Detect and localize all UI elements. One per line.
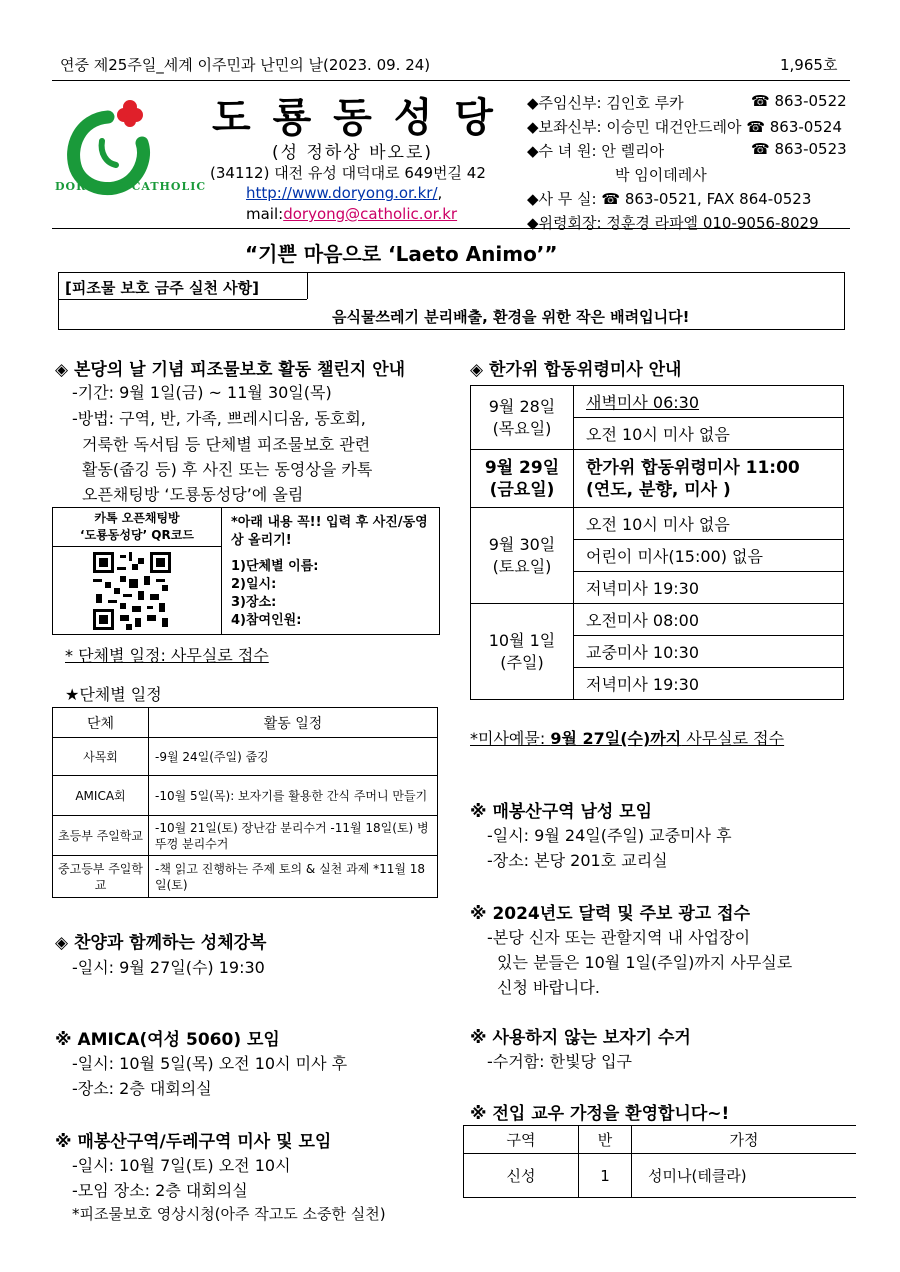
men-meeting-line-2: -장소: 본당 201호 교리실 (487, 851, 668, 870)
challenge-title: ◈ 본당의 날 기념 피조물보호 활동 챌린지 안내 (55, 360, 406, 380)
maebong-line-2: -모임 장소: 2층 대회의실 (72, 1181, 248, 1200)
adoration-line: -일시: 9월 27일(수) 19:30 (72, 958, 265, 977)
mail-link[interactable]: doryong@catholic.or.kr (283, 205, 458, 223)
men-meeting-title: ※ 매봉산구역 남성 모임 (470, 802, 653, 822)
mail-prefix: mail: (246, 205, 284, 223)
table-row: 오전 10시 미사 없음 (471, 418, 844, 450)
challenge-method-2: 거룩한 독서팀 등 단체별 피조물보호 관련 (82, 435, 371, 454)
issue-number: 1,965호 (780, 56, 838, 74)
table-row: 초등부 주일학교 -10월 21일(토) 장난감 분리수거 -11월 18일(토) 병뚜껑 분리수거 (53, 816, 438, 856)
welcome-table (463, 1125, 856, 1198)
amica-title: ※ AMICA(여성 5060) 모임 (55, 1030, 280, 1050)
logo-caption: DORYONG CATHOLIC (55, 180, 207, 193)
challenge-period: -기간: 9월 1일(금) ~ 11월 30일(목) (72, 383, 332, 402)
maebong-title: ※ 매봉산구역/두레구역 미사 및 모임 (55, 1132, 332, 1152)
col-header-activity: 활동 일정 (149, 708, 438, 738)
mass-title: ◈ 한가위 합동위령미사 안내 (470, 360, 682, 380)
calendar-line-3: 신청 바랍니다. (497, 978, 600, 997)
mass-offering-note: *미사예물: 9월 27일(수)까지 사무실로 접수 (470, 729, 785, 748)
motto: “기쁜 마음으로 ‘Laeto Animo’” (245, 242, 558, 266)
table-row: 중고등부 주일학교 -책 읽고 진행하는 주제 토의 & 실천 과제 *11월 18일(토) (53, 856, 438, 898)
table-row: 어린이 미사(15:00) 없음 (471, 540, 844, 572)
contact-row: ◆사 무 실: ☎ 863-0521, FAX 864-0523 (527, 190, 812, 208)
col-header-group: 단체 (53, 708, 149, 738)
qr-code-image[interactable] (93, 552, 171, 634)
group-schedule-table (52, 707, 438, 898)
table-row: 9월 29일 (금요일) 한가위 합동위령미사 11:00 (연도, 분향, 미사 ) (471, 450, 844, 508)
contacts-list (527, 92, 847, 236)
men-meeting-line-1: -일시: 9월 24일(주일) 교중미사 후 (487, 826, 732, 845)
table-row: 교중미사 10:30 (471, 636, 844, 668)
table-row: 9월 30일 (토요일) 오전 10시 미사 없음 (471, 508, 844, 540)
church-name: 도 룡 동 성 당 (212, 95, 497, 141)
qr-instruction: *아래 내용 꼭!! 입력 후 사진/동영상 올리기! (231, 515, 428, 548)
notice-title-rule (59, 299, 307, 300)
mass-day-cell: 9월 29일 (금요일) (471, 450, 574, 508)
table-row: AMICA회 -10월 5일(목): 보자기를 활용한 간식 주머니 만들기 (53, 776, 438, 816)
calendar-title: ※ 2024년도 달력 및 주보 광고 접수 (470, 904, 750, 924)
contact-row: ◆주임신부: 김인호 루카 ☎ 863-0522 (527, 92, 847, 112)
challenge-note: * 단체별 일정: 사무실로 접수 (65, 646, 269, 665)
website-row (246, 184, 442, 202)
notice-text: 음식물쓰레기 분리배출, 환경을 위한 작은 배려입니다! (332, 308, 690, 326)
church-logo (50, 95, 180, 215)
church-address: (34112) 대전 유성 대덕대로 649번길 42 (210, 164, 486, 182)
qr-title-rule (53, 546, 221, 547)
website-suffix: , (437, 184, 443, 202)
contact-row: 박 임이데레사 (615, 166, 707, 184)
date-line: 연중 제25주일_세계 이주민과 난민의 날(2023. 09. 24) (60, 56, 431, 74)
mass-day-cell: 9월 28일 (목요일) (471, 386, 574, 450)
adoration-title: ◈ 찬양과 함께하는 성체강복 (55, 933, 267, 953)
mass-day-cell: 10월 1일 (주일) (471, 604, 574, 700)
challenge-method-1: -방법: 구역, 반, 가족, 쁘레시디움, 동호회, (72, 409, 366, 428)
challenge-method-4: 오픈채팅방 ‘도룡동성당’에 올림 (82, 485, 304, 504)
bojagi-line: -수거함: 한빛당 입구 (487, 1052, 632, 1071)
maebong-line-3: *피조물보호 영상시청(아주 작고도 소중한 실천) (72, 1205, 386, 1223)
mail-row (246, 205, 457, 223)
challenge-method-3: 활동(줍깅 등) 후 사진 또는 동영상을 카톡 (82, 460, 373, 479)
table-row: 사목회 -9월 24일(주일) 줍깅 (53, 738, 438, 776)
header-bottom-rule (52, 228, 850, 229)
bojagi-title: ※ 사용하지 않는 보자기 수거 (470, 1028, 691, 1048)
contact-row: ◆보좌신부: 이승민 대건안드레아 ☎ 863-0524 (527, 118, 842, 136)
calendar-line-2: 있는 분들은 10월 1일(주일)까지 사무실로 (497, 953, 793, 972)
contact-row: ◆수 녀 원: 안 렐리아 ☎ 863-0523 (527, 140, 847, 160)
amica-line-2: -장소: 2층 대회의실 (72, 1079, 212, 1098)
notice-title: [피조물 보호 금주 실천 사항] (65, 279, 259, 297)
qr-title: 카톡 오픈채팅방 ‘도룡동성당’ QR코드 (80, 511, 194, 542)
table-row: 10월 1일 (주일) 오전미사 08:00 (471, 604, 844, 636)
table-header-row (53, 708, 438, 738)
mass-schedule-table (470, 385, 844, 700)
table-header-row: 구역 반 가정 (464, 1126, 857, 1154)
mass-day-cell: 9월 30일 (토요일) (471, 508, 574, 604)
table-row: 신성 1 성미나(테클라) (464, 1154, 857, 1198)
maebong-line-1: -일시: 10월 7일(토) 오전 10시 (72, 1156, 291, 1175)
header-top-rule (52, 80, 850, 81)
amica-line-1: -일시: 10월 5일(목) 오전 10시 미사 후 (72, 1054, 348, 1073)
table-row: 9월 28일 (목요일) 새벽미사 06:30 (471, 386, 844, 418)
table-row: 저녁미사 19:30 (471, 572, 844, 604)
table-row: 저녁미사 19:30 (471, 668, 844, 700)
welcome-title: ※ 전입 교우 가정을 환영합니다~! (470, 1104, 730, 1124)
contact-row: ◆위령회장: 정훈경 라파엘 010-9056-8029 (527, 214, 819, 232)
patron-saint: (성 정하상 바오로) (272, 143, 434, 163)
qr-box (52, 507, 440, 635)
website-link[interactable]: http://www.doryong.or.kr/ (246, 184, 438, 202)
notice-box (58, 272, 845, 330)
notice-title-vrule (307, 273, 308, 299)
qr-left (53, 508, 222, 634)
schedule-title: ★단체별 일정 (65, 685, 162, 704)
qr-fields: 1)단체별 이름: 2)일시: 3)장소: 4)참여인원: (231, 559, 319, 628)
calendar-line-1: -본당 신자 또는 관할지역 내 사업장이 (487, 928, 751, 947)
